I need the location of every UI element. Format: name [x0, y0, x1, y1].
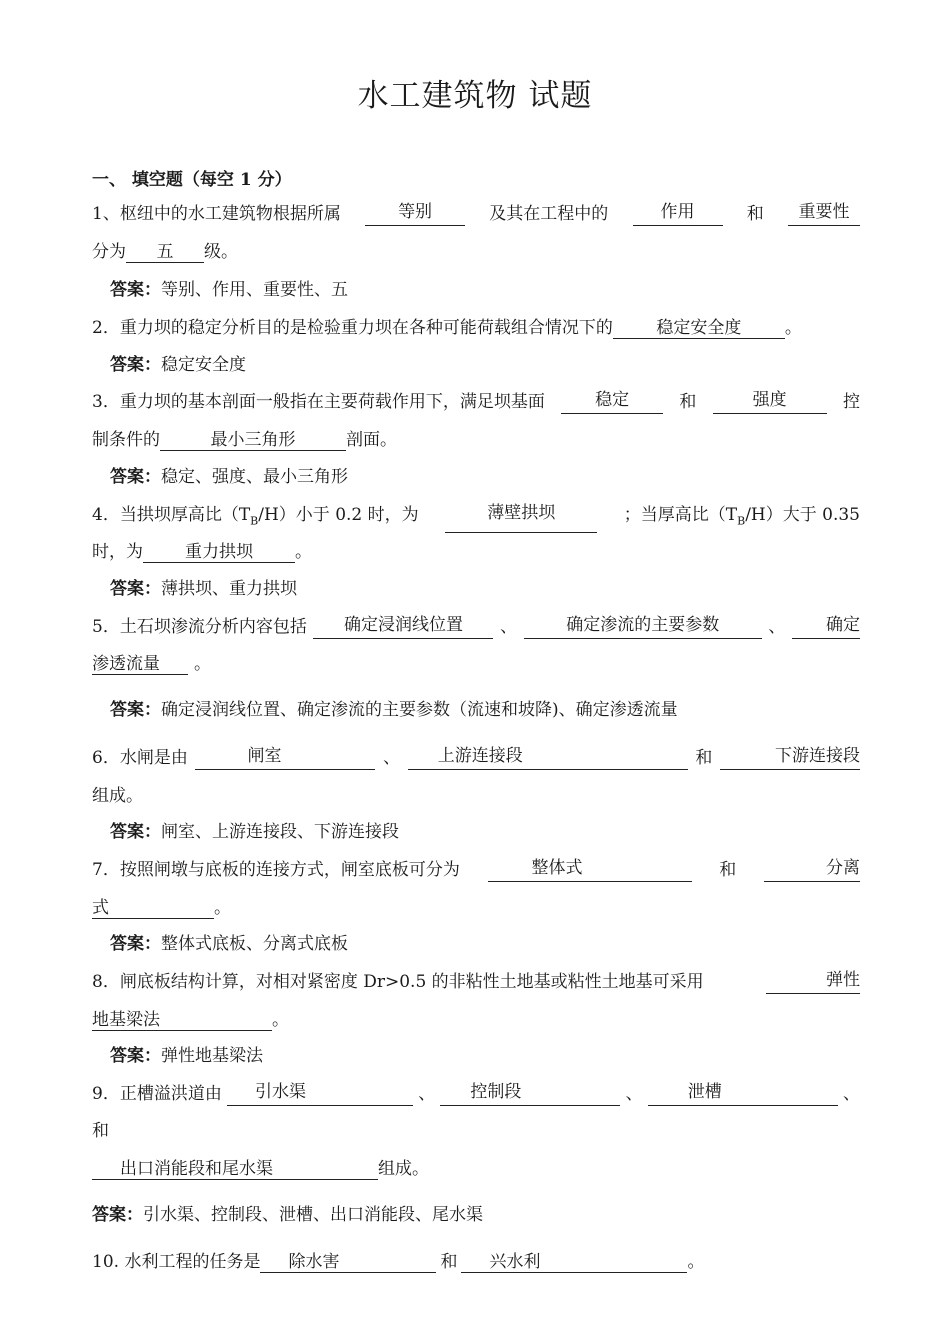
answer-label: 答案：	[110, 822, 161, 842]
q5-end: 。	[194, 654, 211, 674]
page-title: 水工建筑物 试题	[357, 78, 593, 114]
q3-blank-2: 强度	[713, 390, 827, 414]
q8-blank-1-part-2: 地基梁法	[92, 1010, 272, 1031]
answer-text: 稳定、强度、最小三角形	[161, 467, 348, 487]
answer-5	[110, 698, 678, 722]
answer-6	[110, 820, 399, 844]
q1-mid-1: 及其在工程中的	[489, 204, 609, 224]
q4-line2-prefix: 时，为	[92, 542, 143, 562]
q4-text-1: 4．当拱坝厚高比（T	[92, 505, 251, 525]
question-9-line-1	[92, 1082, 860, 1106]
q9-sep-1: 、	[418, 1084, 436, 1104]
question-4-line-1	[92, 503, 860, 533]
q5-blank-2: 确定渗流的主要参数	[524, 615, 762, 639]
question-1-line-1	[92, 202, 860, 226]
q9-blank-2-text: 控制段	[470, 1082, 522, 1102]
question-1-line-2	[92, 240, 860, 264]
answer-label: 答案：	[92, 1205, 143, 1225]
q4-blank-2: 重力拱坝	[143, 542, 295, 563]
q10-end: 。	[687, 1252, 705, 1272]
q3-end-1: 控	[842, 392, 860, 412]
question-7-line-2	[92, 896, 860, 920]
q6-blank-3: 下游连接段	[720, 746, 860, 770]
question-9-line-2: 和	[92, 1121, 109, 1141]
q6-sep-1: 、	[383, 748, 401, 768]
q6-blank-1-text: 闸室	[247, 746, 282, 766]
q9-blank-1-text: 引水渠	[255, 1082, 307, 1102]
q9-blank-3-text: 泄槽	[687, 1082, 722, 1102]
q6-blank-2-text: 上游连接段	[437, 746, 523, 766]
q3-blank-3: 最小三角形	[160, 430, 346, 451]
q10-blank-2-text: 兴水利	[489, 1252, 541, 1272]
question-4-line-2	[92, 540, 860, 564]
q2-blank-1: 稳定安全度	[613, 318, 785, 339]
answer-label: 答案：	[110, 355, 161, 375]
q8-end: 。	[272, 1010, 289, 1030]
answer-text: 稳定安全度	[161, 355, 246, 375]
q9-prefix: 9．正槽溢洪道由	[92, 1084, 222, 1104]
answer-label: 答案：	[110, 280, 161, 300]
answer-label: 答案：	[110, 700, 161, 720]
question-5-line-1	[92, 615, 860, 639]
q3-line2-suffix: 剖面。	[346, 430, 397, 450]
q5-blank-1: 确定浸润线位置	[313, 615, 493, 639]
q4-text-2: /H）小于 0.2 时，为	[258, 505, 419, 525]
question-6-line-1	[92, 746, 860, 770]
q10-prefix: 10. 水利工程的任务是	[92, 1252, 261, 1272]
q9-line3-suffix: 组成。	[378, 1159, 429, 1179]
question-8-line-1	[92, 970, 860, 994]
q6-mid: 和	[695, 748, 713, 768]
q1-mid-2: 和	[746, 204, 764, 224]
answer-text: 整体式底板、分离式底板	[161, 934, 348, 954]
answer-label: 答案：	[110, 934, 161, 954]
answer-4	[110, 577, 297, 601]
q10-mid: 和	[440, 1252, 458, 1272]
q1-blank-4: 五	[126, 242, 204, 263]
q7-mid: 和	[719, 860, 737, 880]
question-10	[92, 1250, 860, 1274]
q2-prefix: 2．重力坝的稳定分析目的是检验重力坝在各种可能荷载组合情况下的	[92, 318, 613, 338]
q8-prefix: 8．闸底板结构计算，对相对紧密度 Dr>0.5 的非粘性土地基或粘性土地基可采用	[92, 972, 704, 992]
q10-blank-1	[260, 1252, 436, 1273]
q2-end: 。	[784, 318, 802, 338]
answer-label: 答案：	[110, 1046, 161, 1066]
answer-2	[110, 353, 246, 377]
answer-text: 闸室、上游连接段、下游连接段	[161, 822, 399, 842]
q5-prefix: 5．土石坝渗流分析内容包括	[92, 617, 307, 637]
question-3-line-1	[92, 390, 860, 414]
section-heading: 一、 填空题（每空 1 分）	[92, 170, 292, 190]
q1-prefix: 1、枢纽中的水工建筑物根据所属	[92, 204, 341, 224]
q7-blank-1	[488, 858, 692, 882]
q5-sep-1: 、	[500, 617, 518, 637]
q1-blank-2: 作用	[633, 202, 723, 226]
answer-label: 答案：	[110, 579, 161, 599]
question-8-line-2	[92, 1008, 860, 1032]
q6-blank-2	[408, 746, 688, 770]
q7-prefix: 7．按照闸墩与底板的连接方式，闸室底板可分为	[92, 860, 460, 880]
answer-9	[92, 1203, 483, 1227]
question-2	[92, 316, 860, 340]
answer-8	[110, 1044, 263, 1068]
q7-blank-2-part-2: 式	[92, 898, 214, 919]
question-6-line-2: 组成。	[92, 786, 143, 806]
question-9-line-3	[92, 1157, 860, 1181]
q4-text-4: /H）大于 0.35	[745, 505, 860, 525]
question-7-line-1	[92, 858, 860, 882]
question-5-line-2	[92, 652, 860, 676]
q7-blank-1-text: 整体式	[531, 858, 583, 878]
q4-text-3: ；当厚高比（T	[623, 505, 738, 525]
q9-sep-2: 、	[625, 1084, 643, 1104]
answer-text: 弹性地基梁法	[161, 1046, 263, 1066]
q3-mid-1: 和	[679, 392, 697, 412]
q6-blank-1	[195, 746, 375, 770]
q4-blank-1: 薄壁拱坝	[445, 503, 597, 533]
q5-blank-3-part-2: 渗透流量	[92, 654, 188, 675]
answer-1	[110, 278, 348, 302]
q7-end: 。	[214, 898, 231, 918]
q1-blank-3: 重要性	[788, 202, 860, 226]
answer-text: 确定浸润线位置、确定渗流的主要参数（流速和坡降)、确定渗透流量	[161, 700, 678, 720]
q5-blank-3-part-1: 确定	[792, 615, 860, 639]
q9-blank-4-text: 出口消能段和尾水渠	[120, 1159, 273, 1179]
q10-blank-1-text: 除水害	[288, 1252, 340, 1272]
q9-blank-4	[92, 1159, 378, 1180]
answer-text: 薄拱坝、重力拱坝	[161, 579, 297, 599]
q4-subscript-1: B	[250, 514, 259, 528]
answer-7	[110, 932, 348, 956]
question-3-line-2	[92, 428, 860, 452]
q9-blank-2	[440, 1082, 620, 1106]
answer-text: 等别、作用、重要性、五	[161, 280, 348, 300]
q1-line2-prefix: 分为	[92, 242, 126, 262]
q4-subscript-2: B	[737, 514, 746, 528]
q4-line2-suffix: 。	[295, 542, 312, 562]
answer-text: 引水渠、控制段、泄槽、出口消能段、尾水渠	[143, 1205, 483, 1225]
q6-prefix: 6．水闸是由	[92, 748, 188, 768]
q3-blank-1: 稳定	[561, 390, 663, 414]
q1-blank-1: 等别	[365, 202, 465, 226]
q1-line2-suffix: 级。	[204, 242, 238, 262]
q4-part-2	[624, 503, 860, 533]
q9-sep-3: 、	[842, 1084, 860, 1104]
answer-label: 答案：	[110, 467, 161, 487]
q7-blank-2-part-1: 分离	[764, 858, 860, 882]
answer-3	[110, 465, 348, 489]
q10-blank-2	[461, 1252, 687, 1273]
q9-blank-3	[648, 1082, 838, 1106]
q3-prefix: 3．重力坝的基本剖面一般指在主要荷载作用下，满足坝基面	[92, 392, 545, 412]
q8-blank-1-part-1: 弹性	[766, 970, 860, 994]
q9-blank-1	[227, 1082, 413, 1106]
q3-line2-prefix: 制条件的	[92, 430, 160, 450]
q4-part-1	[92, 503, 419, 533]
q5-sep-2: 、	[768, 617, 786, 637]
